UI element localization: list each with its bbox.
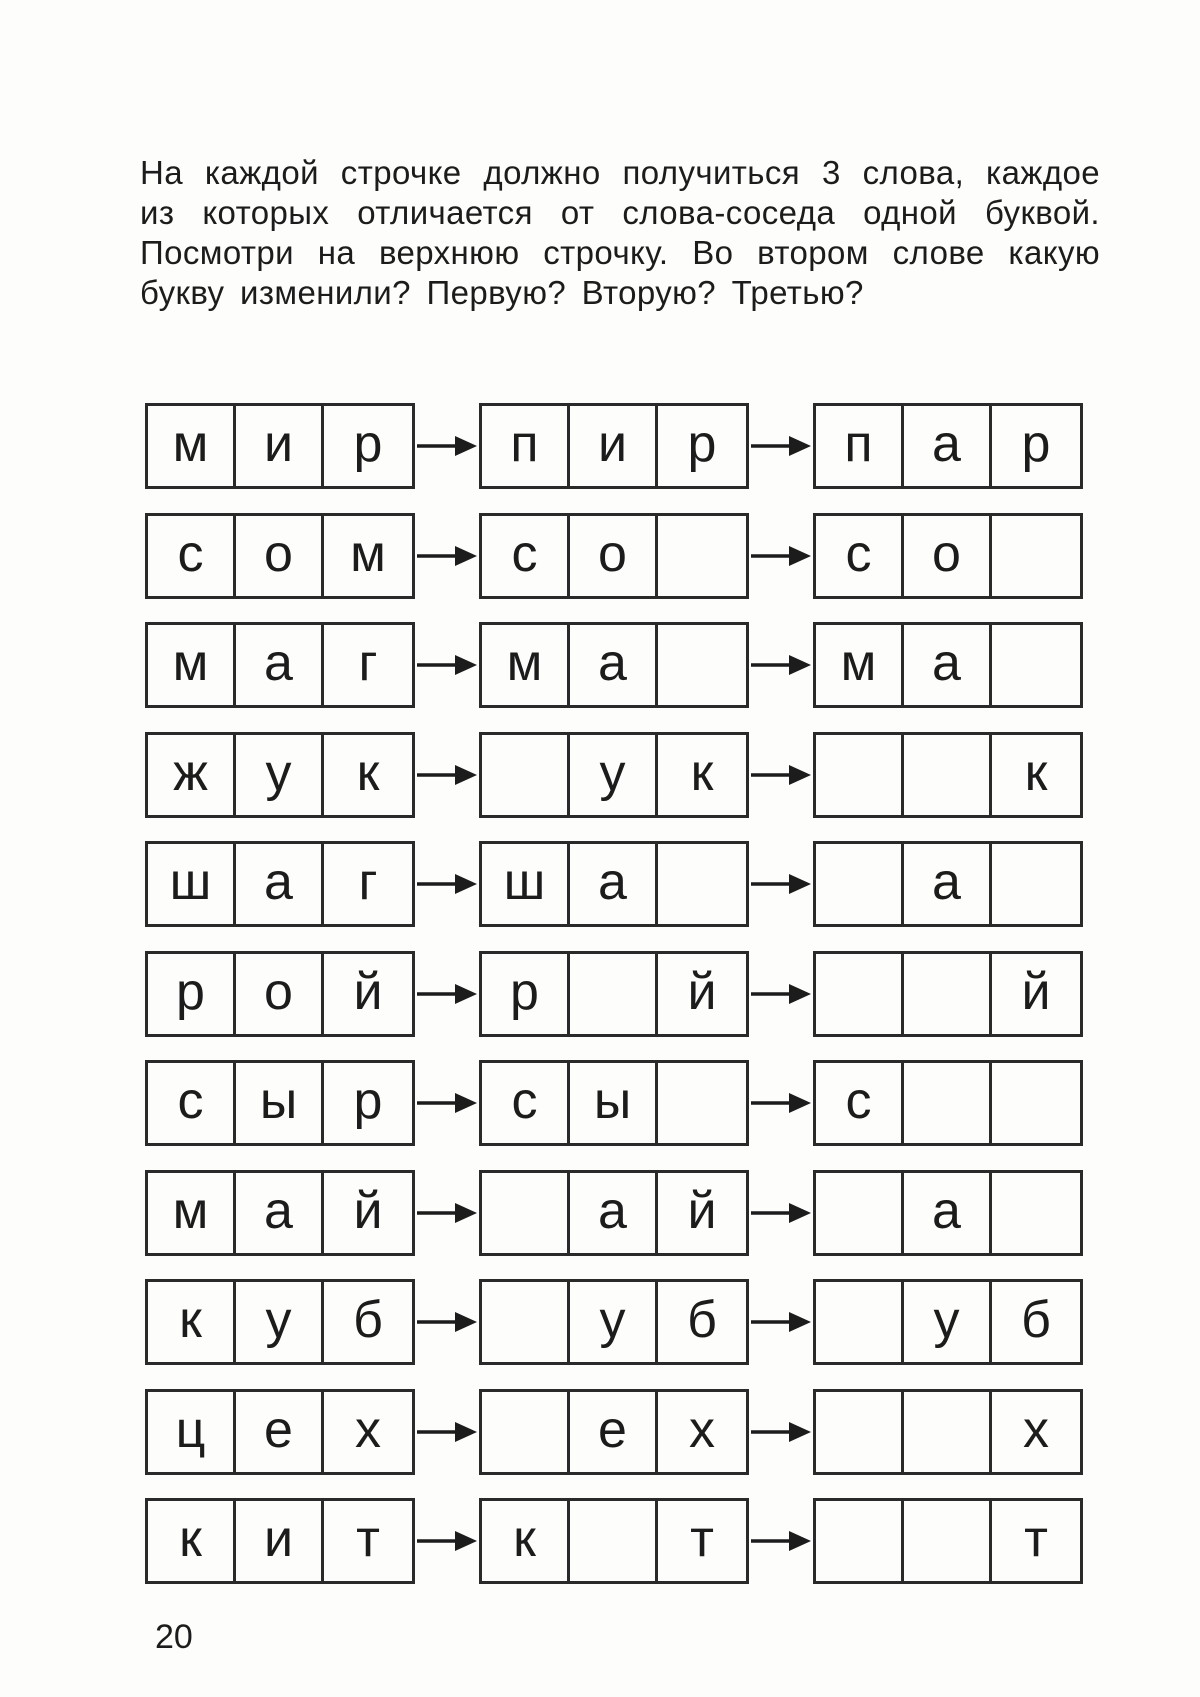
letter-cell: у <box>570 1282 658 1362</box>
right-arrow-icon <box>749 869 813 899</box>
letter-cell: ж <box>148 735 236 815</box>
letter-cell: ш <box>148 844 236 924</box>
empty-letter-cell[interactable] <box>992 1063 1080 1143</box>
letter-cell: м <box>148 406 236 486</box>
empty-letter-cell[interactable] <box>482 1173 570 1253</box>
word-box <box>145 1060 415 1146</box>
word-row <box>145 729 1100 821</box>
letter-cell: ы <box>236 1063 324 1143</box>
word-box <box>145 1170 415 1256</box>
word-row <box>145 948 1100 1040</box>
letter-cell: ы <box>570 1063 658 1143</box>
right-arrow-icon <box>749 541 813 571</box>
word-box <box>145 841 415 927</box>
word-box <box>145 732 415 818</box>
right-arrow-icon <box>749 1526 813 1556</box>
letter-cell: а <box>570 844 658 924</box>
instructions-text: На каждой строчке должно получиться 3 слова, каждое из которых отличается от слова-соседа одной буквой. Посмотри на верхнюю строчку. Во втором слове какую букву изменили? Первую? Вторую? Третью? <box>140 154 1100 311</box>
empty-letter-cell[interactable] <box>570 954 658 1034</box>
letter-cell: у <box>236 1282 324 1362</box>
letter-cell: к <box>356 743 380 802</box>
empty-letter-cell[interactable] <box>992 1173 1080 1253</box>
word-box <box>479 1279 749 1365</box>
word-box <box>145 403 415 489</box>
word-box <box>813 1389 1083 1475</box>
letter-cell: т <box>1024 1510 1048 1568</box>
word-box <box>813 622 1083 708</box>
word-box <box>145 622 415 708</box>
letter-cell: р <box>687 415 717 473</box>
empty-letter-cell[interactable] <box>816 844 904 924</box>
word-box <box>813 732 1083 818</box>
letter-cell: р <box>353 415 383 473</box>
word-box <box>813 513 1083 599</box>
letter-cell: а <box>570 1173 658 1253</box>
right-arrow-icon <box>415 541 479 571</box>
word-ladder-grid <box>145 400 1100 1605</box>
letter-cell: б <box>687 1291 717 1349</box>
right-arrow-icon <box>749 1088 813 1118</box>
empty-letter-cell[interactable] <box>482 1282 570 1362</box>
right-arrow-icon <box>415 1088 479 1118</box>
letter-cell: с <box>148 1063 236 1143</box>
letter-cell: п <box>816 406 904 486</box>
word-box <box>145 1389 415 1475</box>
right-arrow-icon <box>415 979 479 1009</box>
letter-cell: м <box>816 625 904 705</box>
right-arrow-icon <box>415 1526 479 1556</box>
letter-cell: о <box>570 516 658 596</box>
empty-letter-cell[interactable] <box>992 625 1080 705</box>
empty-letter-cell[interactable] <box>992 516 1080 596</box>
word-box <box>479 513 749 599</box>
letter-cell: р <box>1021 415 1051 473</box>
letter-cell: м <box>148 625 236 705</box>
word-box <box>813 1279 1083 1365</box>
letter-cell: а <box>904 844 992 924</box>
letter-cell: г <box>358 634 378 692</box>
empty-letter-cell[interactable] <box>816 954 904 1034</box>
empty-letter-cell[interactable] <box>904 735 992 815</box>
empty-letter-cell[interactable] <box>992 844 1080 924</box>
word-box <box>813 403 1083 489</box>
letter-cell: к <box>148 1282 236 1362</box>
word-box <box>813 841 1083 927</box>
right-arrow-icon <box>749 760 813 790</box>
letter-cell: к <box>148 1501 236 1581</box>
letter-cell: а <box>236 844 324 924</box>
word-box <box>145 1498 415 1584</box>
word-row <box>145 1167 1100 1259</box>
letter-cell: м <box>148 1173 236 1253</box>
word-box <box>479 732 749 818</box>
letter-cell: а <box>570 625 658 705</box>
letter-cell: ш <box>482 844 570 924</box>
word-row <box>145 510 1100 602</box>
letter-cell: у <box>570 735 658 815</box>
word-row <box>145 838 1100 930</box>
letter-cell: а <box>236 625 324 705</box>
letter-cell: а <box>236 1173 324 1253</box>
letter-cell: р <box>148 954 236 1034</box>
letter-cell: о <box>236 954 324 1034</box>
letter-cell: о <box>236 516 324 596</box>
empty-letter-cell[interactable] <box>816 1392 904 1472</box>
letter-cell: к <box>482 1501 570 1581</box>
letter-cell: й <box>687 962 717 1021</box>
word-row <box>145 619 1100 711</box>
word-box <box>145 951 415 1037</box>
word-row <box>145 1057 1100 1149</box>
letter-cell: х <box>1023 1400 1049 1459</box>
empty-letter-cell[interactable] <box>904 954 992 1034</box>
letter-cell: м <box>350 524 386 583</box>
right-arrow-icon <box>749 431 813 461</box>
word-box <box>479 622 749 708</box>
word-row <box>145 1495 1100 1587</box>
right-arrow-icon <box>749 1198 813 1228</box>
empty-letter-cell[interactable] <box>816 1501 904 1581</box>
letter-cell: х <box>689 1400 715 1459</box>
empty-letter-cell[interactable] <box>816 735 904 815</box>
letter-cell: т <box>356 1510 380 1568</box>
letter-cell: п <box>482 406 570 486</box>
page-number: 20 <box>155 1618 193 1656</box>
empty-letter-cell[interactable] <box>658 844 746 924</box>
word-box <box>479 1170 749 1256</box>
letter-cell: к <box>1024 743 1048 802</box>
letter-cell: х <box>355 1400 381 1459</box>
letter-cell: й <box>1021 962 1051 1021</box>
empty-letter-cell[interactable] <box>658 625 746 705</box>
letter-cell: т <box>690 1510 714 1568</box>
empty-letter-cell[interactable] <box>482 1392 570 1472</box>
word-box <box>479 1060 749 1146</box>
word-box <box>145 1279 415 1365</box>
letter-cell: о <box>904 516 992 596</box>
letter-cell: е <box>570 1392 658 1472</box>
letter-cell: и <box>236 406 324 486</box>
word-box <box>813 1060 1083 1146</box>
right-arrow-icon <box>415 1417 479 1447</box>
empty-letter-cell[interactable] <box>816 1173 904 1253</box>
letter-cell: у <box>236 735 324 815</box>
letter-cell: с <box>482 1063 570 1143</box>
empty-letter-cell[interactable] <box>658 1063 746 1143</box>
word-box <box>479 951 749 1037</box>
right-arrow-icon <box>415 1307 479 1337</box>
letter-cell: с <box>816 1063 904 1143</box>
word-row <box>145 1276 1100 1368</box>
letter-cell: у <box>904 1282 992 1362</box>
empty-letter-cell[interactable] <box>816 1282 904 1362</box>
right-arrow-icon <box>415 1198 479 1228</box>
right-arrow-icon <box>749 650 813 680</box>
letter-cell: й <box>353 962 383 1021</box>
word-box <box>813 1498 1083 1584</box>
word-row <box>145 400 1100 492</box>
empty-letter-cell[interactable] <box>482 735 570 815</box>
word-box <box>813 951 1083 1037</box>
letter-cell: и <box>570 406 658 486</box>
letter-cell: р <box>482 954 570 1034</box>
empty-letter-cell[interactable] <box>904 1392 992 1472</box>
letter-cell: ц <box>148 1392 236 1472</box>
letter-cell: б <box>353 1291 383 1349</box>
letter-cell: а <box>904 625 992 705</box>
word-box <box>479 841 749 927</box>
letter-cell: м <box>482 625 570 705</box>
right-arrow-icon <box>415 760 479 790</box>
letter-cell: б <box>1021 1291 1051 1349</box>
empty-letter-cell[interactable] <box>658 516 746 596</box>
letter-cell: г <box>358 853 378 911</box>
letter-cell: к <box>690 743 714 802</box>
empty-letter-cell[interactable] <box>904 1063 992 1143</box>
word-box <box>479 1498 749 1584</box>
letter-cell: р <box>353 1072 383 1130</box>
letter-cell: й <box>353 1181 383 1240</box>
empty-letter-cell[interactable] <box>904 1501 992 1581</box>
letter-cell: и <box>236 1501 324 1581</box>
word-box <box>479 403 749 489</box>
empty-letter-cell[interactable] <box>570 1501 658 1581</box>
right-arrow-icon <box>749 1417 813 1447</box>
word-box <box>479 1389 749 1475</box>
word-box <box>813 1170 1083 1256</box>
letter-cell: а <box>904 1173 992 1253</box>
word-box <box>145 513 415 599</box>
right-arrow-icon <box>749 979 813 1009</box>
word-row <box>145 1386 1100 1478</box>
right-arrow-icon <box>749 1307 813 1337</box>
letter-cell: с <box>148 516 236 596</box>
right-arrow-icon <box>415 431 479 461</box>
right-arrow-icon <box>415 650 479 680</box>
letter-cell: а <box>904 406 992 486</box>
letter-cell: с <box>482 516 570 596</box>
letter-cell: с <box>816 516 904 596</box>
letter-cell: е <box>236 1392 324 1472</box>
letter-cell: й <box>687 1181 717 1240</box>
right-arrow-icon <box>415 869 479 899</box>
